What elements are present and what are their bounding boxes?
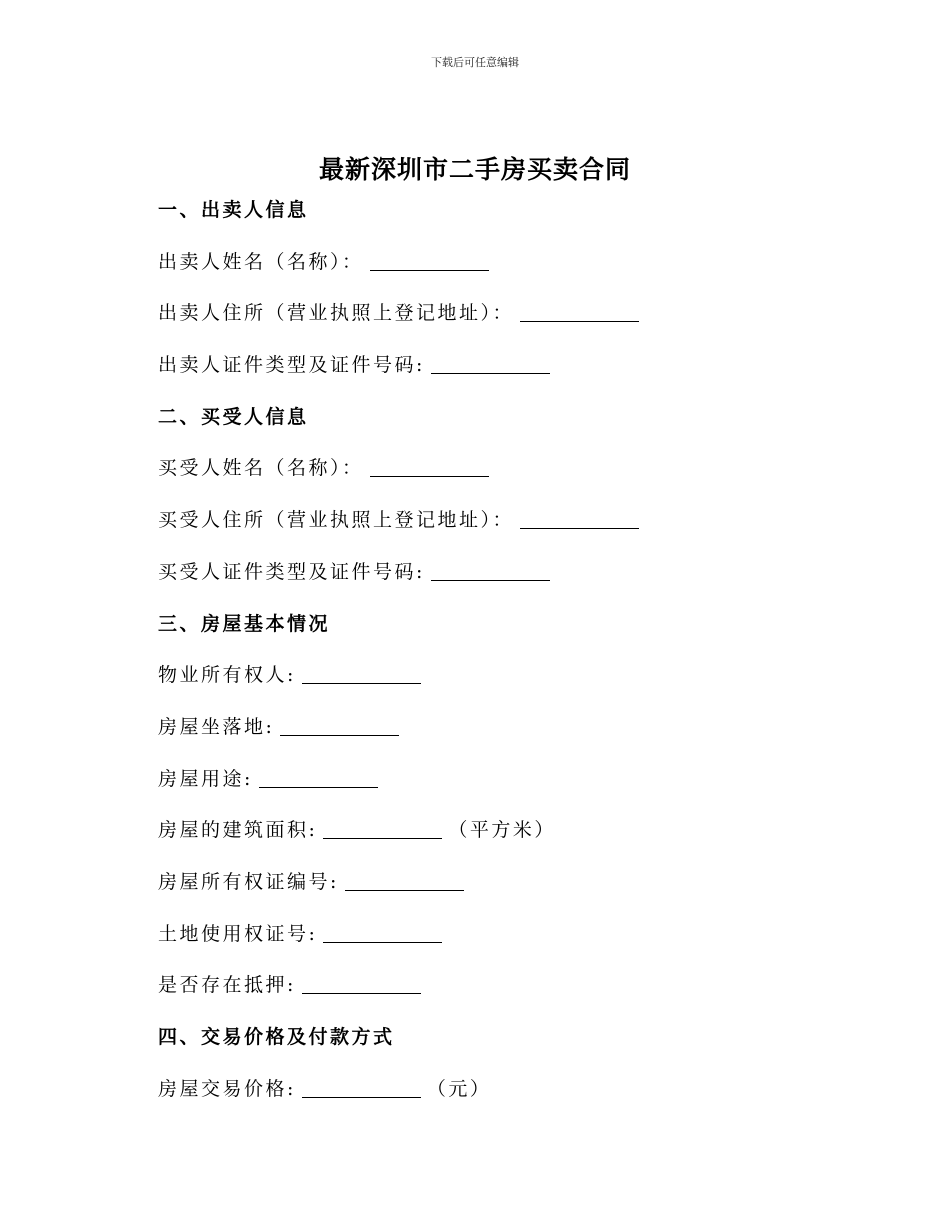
form-field-line xyxy=(158,762,878,814)
section-heading xyxy=(158,400,878,452)
section-heading xyxy=(158,607,878,659)
unit-suffix: （平方米） xyxy=(448,819,556,842)
contract-body xyxy=(158,193,878,1123)
form-field-line xyxy=(158,296,878,348)
form-field-line xyxy=(158,917,878,969)
form-field-line xyxy=(158,813,878,865)
section-heading xyxy=(158,1020,878,1072)
fill-in-blank[interactable] xyxy=(520,506,639,529)
section-heading xyxy=(158,193,878,245)
form-field-line xyxy=(158,348,878,400)
section-heading-text: 四、交易价格及付款方式 xyxy=(158,1026,395,1048)
field-label: 房屋所有权证编号: xyxy=(158,870,339,893)
fill-in-blank[interactable] xyxy=(302,661,421,684)
field-label: 物业所有权人: xyxy=(158,664,296,687)
field-label: 土地使用权证号: xyxy=(158,922,318,945)
fill-in-blank[interactable] xyxy=(323,816,442,839)
form-field-line xyxy=(158,968,878,1020)
field-label: 买受人姓名（名称）： xyxy=(158,457,364,480)
fill-in-blank[interactable] xyxy=(431,558,550,581)
field-label: 房屋坐落地: xyxy=(158,715,275,738)
section-heading-text: 一、出卖人信息 xyxy=(158,199,309,221)
fill-in-blank[interactable] xyxy=(345,868,464,891)
form-field-line xyxy=(158,658,878,710)
header-note: 下载后可任意编辑 xyxy=(431,56,519,69)
field-label: 买受人住所（营业执照上登记地址）： xyxy=(158,509,515,532)
field-label: 房屋的建筑面积: xyxy=(158,819,318,842)
fill-in-blank[interactable] xyxy=(370,454,489,477)
document-title: 最新深圳市二手房买卖合同 xyxy=(318,155,631,184)
form-field-line xyxy=(158,865,878,917)
field-label: 出卖人住所（营业执照上登记地址）： xyxy=(158,302,515,325)
form-field-line xyxy=(158,1072,878,1124)
fill-in-blank[interactable] xyxy=(520,299,639,322)
field-label: 房屋用途: xyxy=(158,767,253,790)
fill-in-blank[interactable] xyxy=(323,920,442,943)
field-label: 是否存在抵押: xyxy=(158,974,296,997)
section-heading-text: 二、买受人信息 xyxy=(158,405,309,428)
field-label: 出卖人姓名（名称）： xyxy=(158,250,364,273)
form-field-line xyxy=(158,245,878,297)
form-field-line xyxy=(158,555,878,607)
form-field-line xyxy=(158,503,878,555)
fill-in-blank[interactable] xyxy=(259,765,378,788)
fill-in-blank[interactable] xyxy=(302,971,421,994)
section-heading-text: 三、房屋基本情况 xyxy=(158,612,331,635)
field-label: 买受人证件类型及证件号码: xyxy=(158,560,425,583)
fill-in-blank[interactable] xyxy=(370,248,489,271)
field-label: 出卖人证件类型及证件号码: xyxy=(158,354,425,377)
form-field-line xyxy=(158,710,878,762)
field-label: 房屋交易价格: xyxy=(158,1077,296,1100)
fill-in-blank[interactable] xyxy=(280,713,399,736)
fill-in-blank[interactable] xyxy=(302,1075,421,1098)
fill-in-blank[interactable] xyxy=(431,351,550,374)
form-field-line xyxy=(158,451,878,503)
unit-suffix: （元） xyxy=(426,1077,492,1100)
